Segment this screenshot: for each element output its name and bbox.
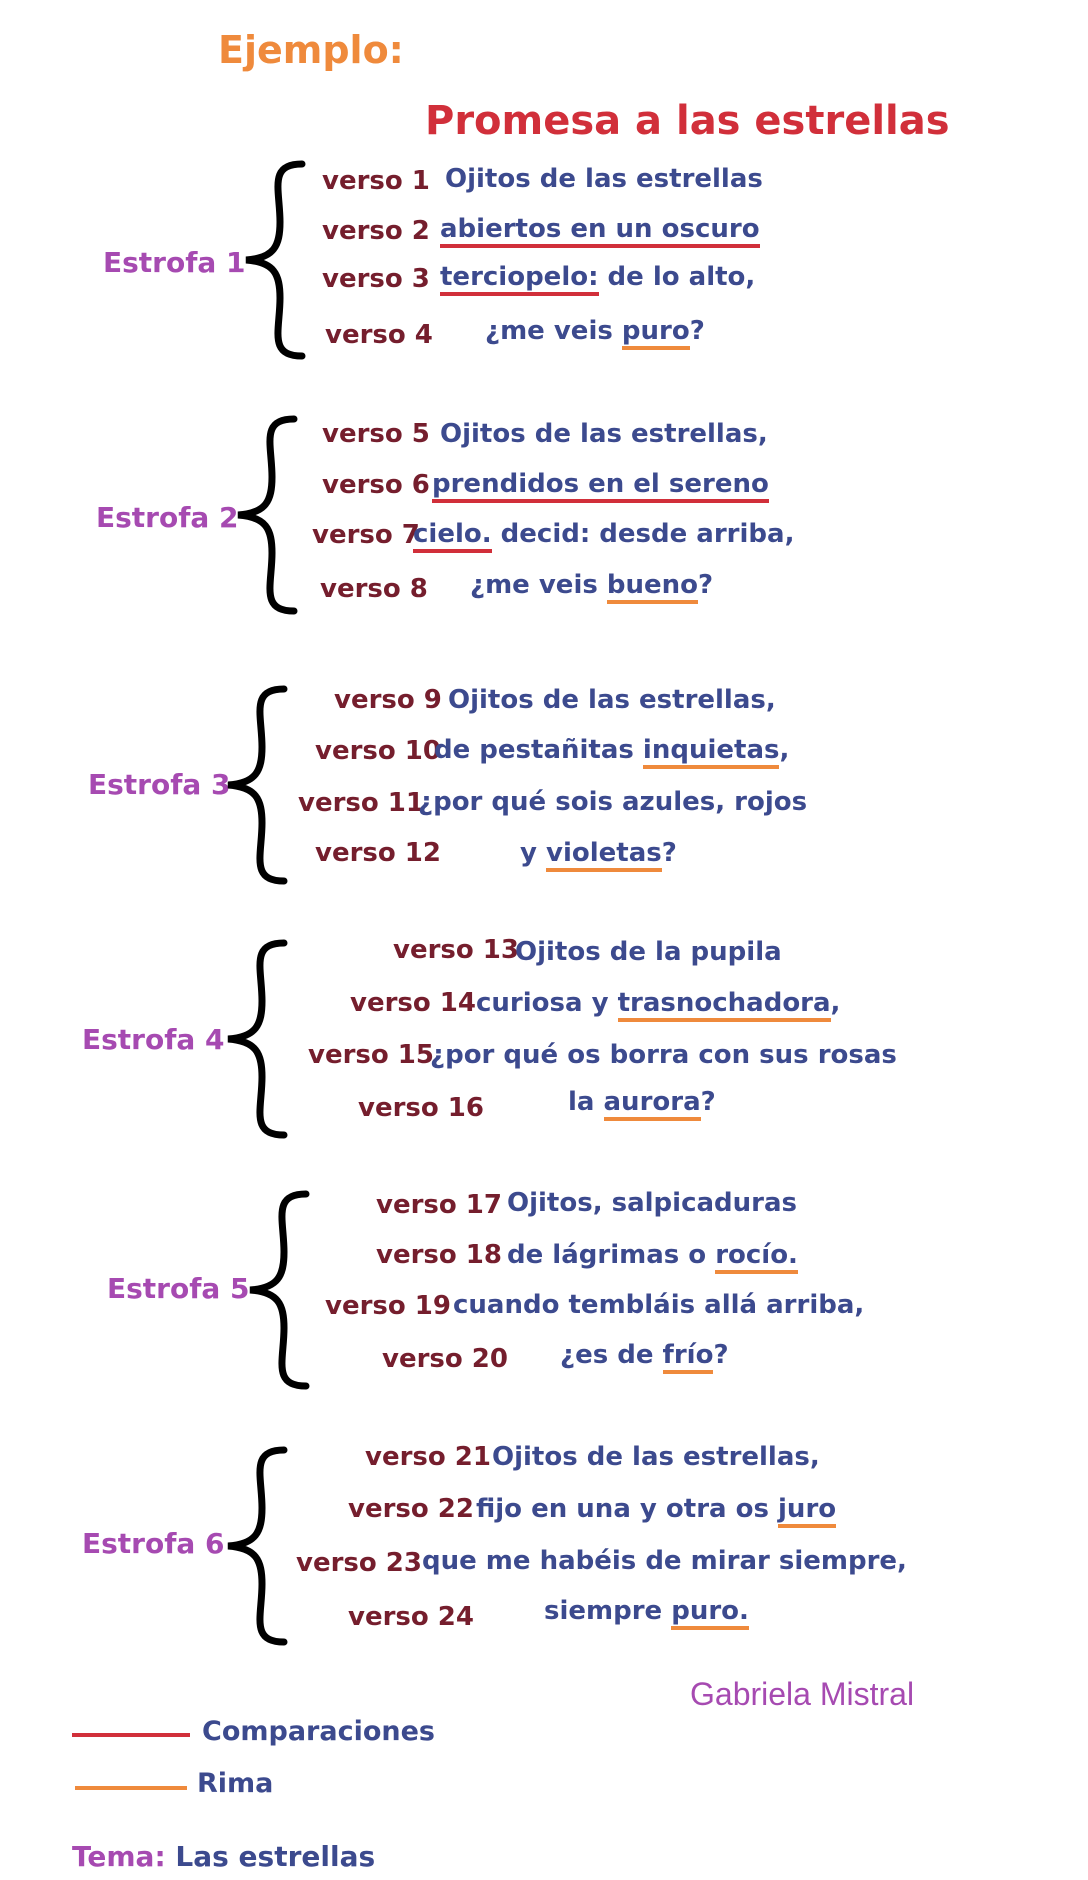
author-name: Gabriela Mistral (690, 1676, 915, 1712)
verse-label: verso 13 (393, 935, 519, 965)
verse-label: verso 10 (315, 736, 441, 766)
verse-label: verso 5 (322, 419, 430, 449)
stanza-label: Estrofa 6 (82, 1527, 225, 1560)
brace-icon (240, 160, 310, 360)
verse-label: verso 12 (315, 838, 441, 868)
verse-label: verso 18 (376, 1240, 502, 1270)
legend-comparisons-label: Comparaciones (202, 1716, 435, 1747)
verse-label: verso 1 (322, 166, 430, 196)
verse-underlined: cielo. (413, 519, 492, 553)
verse-label: verso 24 (348, 1602, 474, 1632)
verse-text: Ojitos de las estrellas, (440, 419, 768, 449)
verse-text-end: ? (700, 1087, 716, 1117)
verse-text: Ojitos de la pupila (515, 937, 782, 967)
verse-label: verso 11 (298, 788, 424, 818)
stanza-label: Estrofa 3 (88, 768, 231, 801)
example-heading: Ejemplo: (218, 28, 404, 72)
legend-rhyme-label: Rima (197, 1768, 274, 1799)
verse-label: verso 21 (365, 1442, 491, 1472)
verse-text: ¿es de (560, 1340, 663, 1370)
verse-underlined: rocío. (715, 1240, 798, 1274)
verse-label: verso 20 (382, 1344, 508, 1374)
verse-text: curiosa y (476, 988, 618, 1018)
verse-line (476, 1494, 836, 1524)
verse-line (492, 1442, 820, 1472)
stanza-label: Estrofa 1 (103, 246, 246, 279)
verse-text: que me habéis de mirar siempre, (422, 1546, 907, 1576)
verse-text: de lágrimas o (507, 1240, 716, 1270)
verse-text: Ojitos de las estrellas, (448, 685, 776, 715)
verse-text-end: ? (689, 316, 705, 346)
verse-label: verso 23 (296, 1548, 422, 1578)
verse-line (445, 164, 763, 194)
legend-orange-line (75, 1786, 187, 1790)
verse-text-end: , (830, 988, 841, 1018)
verse-line (413, 519, 794, 549)
verse-underlined: frío (663, 1340, 714, 1374)
verse-line (560, 1340, 729, 1370)
brace-icon (232, 415, 302, 615)
verse-line (515, 937, 782, 967)
verse-line (507, 1188, 797, 1218)
verse-underlined: bueno (607, 570, 698, 604)
verse-label: verso 9 (334, 685, 442, 715)
verse-text: Ojitos de las estrellas (445, 164, 763, 194)
verse-line (520, 838, 677, 868)
verse-underlined: violetas (546, 838, 662, 872)
verse-label: verso 19 (325, 1291, 451, 1321)
verse-underlined: abiertos en un oscuro (440, 214, 760, 248)
verse-underlined: trasnochadora (618, 988, 831, 1022)
verse-underlined: prendidos en el sereno (432, 469, 769, 503)
stanza-label: Estrofa 2 (96, 501, 239, 534)
verse-label: verso 22 (348, 1494, 474, 1524)
verse-text: ¿por qué sois azules, rojos (418, 787, 808, 817)
verse-label: verso 6 (322, 470, 430, 500)
verse-label: verso 2 (322, 216, 430, 246)
verse-text: ¿me veis (470, 570, 607, 600)
verse-label: verso 8 (320, 574, 428, 604)
verse-line (440, 262, 755, 292)
verse-label: verso 16 (358, 1093, 484, 1123)
stanza-label: Estrofa 5 (107, 1272, 250, 1305)
verse-line (568, 1087, 716, 1117)
verse-text: Ojitos, salpicaduras (507, 1188, 797, 1218)
verse-underlined: juro (778, 1494, 836, 1528)
verse-text: la (568, 1087, 604, 1117)
verse-line (485, 316, 705, 346)
theme-value: Las estrellas (175, 1840, 376, 1873)
verse-line (544, 1596, 749, 1626)
verse-text-end: ? (698, 570, 714, 600)
verse-label: verso 15 (308, 1040, 434, 1070)
verse-line (440, 419, 768, 449)
verse-label: verso 14 (350, 988, 476, 1018)
verse-text: siempre (544, 1596, 672, 1626)
verse-text-end: de lo alto, (598, 262, 756, 292)
stanza-label: Estrofa 4 (82, 1023, 225, 1056)
verse-line (453, 1290, 864, 1320)
poem-title: Promesa a las estrellas (425, 98, 950, 144)
verse-line (476, 988, 840, 1018)
legend-red-line (72, 1733, 190, 1737)
verse-text: cuando tembláis allá arriba, (453, 1290, 865, 1320)
verse-text: ¿me veis (485, 316, 622, 346)
verse-underlined: puro. (671, 1596, 749, 1630)
verse-text: y (520, 838, 546, 868)
verse-text: de pestañitas (434, 735, 643, 765)
verse-underlined: aurora (604, 1087, 701, 1121)
verse-label: verso 4 (325, 320, 433, 350)
verse-underlined: terciopelo: (440, 262, 599, 296)
brace-icon (244, 1190, 314, 1390)
verse-underlined: puro (622, 316, 690, 350)
verse-label: verso 3 (322, 264, 430, 294)
verse-line (434, 735, 789, 765)
brace-icon (222, 939, 292, 1139)
theme-label: Tema: (72, 1840, 166, 1873)
brace-icon (222, 685, 292, 885)
verse-line (440, 214, 760, 244)
verse-line (448, 685, 776, 715)
verse-line (418, 787, 807, 817)
verse-underlined: inquietas (643, 735, 780, 769)
verse-text: fijo en una y otra os (476, 1494, 779, 1524)
verse-line (432, 469, 769, 499)
verse-text-end: ? (713, 1340, 729, 1370)
verse-text-end: decid: desde arriba, (491, 519, 795, 549)
verse-line (430, 1040, 897, 1070)
theme-line (72, 1840, 375, 1873)
verse-line (422, 1546, 907, 1576)
verse-text: Ojitos de las estrellas, (492, 1442, 820, 1472)
verse-text: ¿por qué os borra con sus rosas (430, 1040, 897, 1070)
verse-text-end: ? (661, 838, 677, 868)
verse-label: verso 17 (376, 1190, 502, 1220)
verse-label: verso 7 (312, 520, 420, 550)
verse-text-end: , (779, 735, 790, 765)
verse-line (470, 570, 713, 600)
brace-icon (222, 1446, 292, 1646)
verse-line (507, 1240, 798, 1270)
